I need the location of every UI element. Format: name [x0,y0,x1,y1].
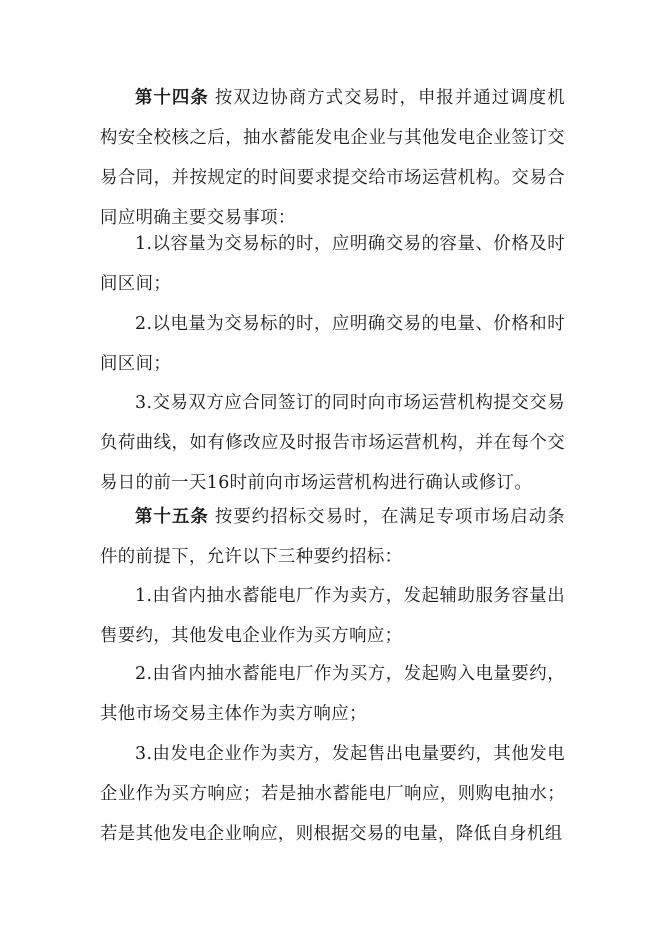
article-14-item-3: 3.交易双方应合同签订的同时向市场运营机构提交交易负荷曲线，如有修改应及时报告市场运营机构，并在每个交易日的前一天16时前向市场运营机构进行确认或修订。 [100,393,565,493]
article-14-body: 按双边协商方式交易时，申报并通过调度机构安全校核之后，抽水蓄能发电企业与其他发电企业签订交易合同，并按规定的时间要求提交给市场运营机构。交易合同应明确主要交易事项： [100,88,565,228]
article-14-paragraph [100,78,565,238]
article-15-item-3: 3.由发电企业作为卖方，发起售出电量要约，其他发电企业作为买方响应；若是抽水蓄能电厂响应，则购电抽水；若是其他发电企业响应，则根据交易的电量，降低自身机组 [100,744,565,844]
article-15-item-2: 2.由省内抽水蓄能电厂作为买方，发起购入电量要约，其他市场交易主体作为卖方响应； [100,664,565,724]
article-14-item-1: 1.以容量为交易标的时，应明确交易的容量、价格及时间区间； [100,234,565,294]
article-15-item-1: 1.由省内抽水蓄能电厂作为卖方，发起辅助服务容量出售要约，其他发电企业作为买方响应； [100,586,565,646]
article-15-paragraph [100,497,565,577]
article-14-item-2: 2.以电量为交易标的时，应明确交易的电量、价格和时间区间； [100,314,565,374]
article-15-body: 按要约招标交易时，在满足专项市场启动条件的前提下，允许以下三种要约招标： [100,507,565,567]
article-15-heading: 第十五条 [135,507,209,527]
article-14-heading: 第十四条 [135,88,209,108]
